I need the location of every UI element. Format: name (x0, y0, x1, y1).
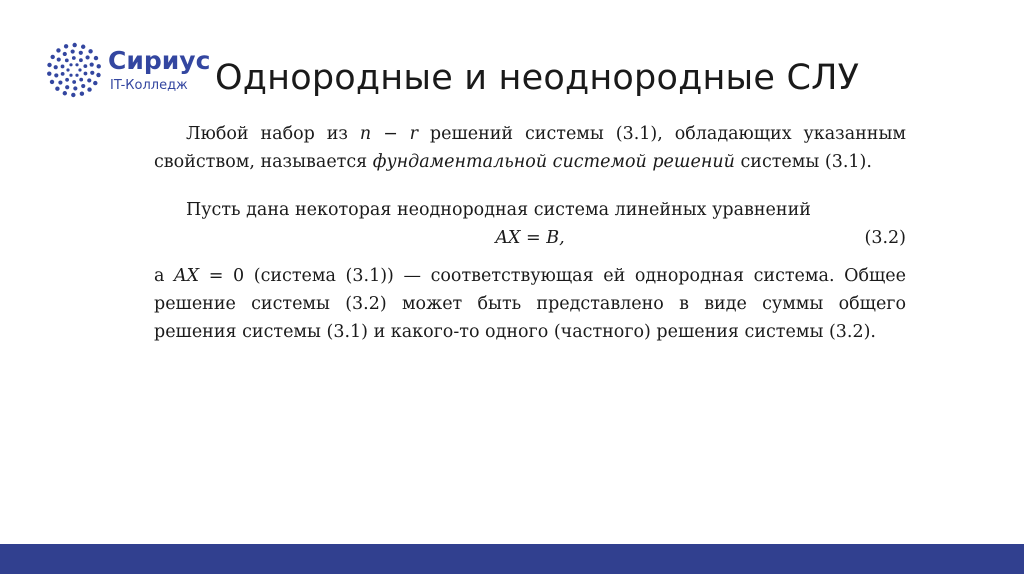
logo-subtitle: IT-Колледж (110, 78, 188, 93)
paragraph-general-solution (154, 262, 906, 346)
equation-number: (3.2) (864, 228, 906, 248)
logo-dot (57, 57, 61, 61)
logo-dot (55, 87, 59, 91)
logo-dot (51, 55, 55, 59)
text-segment: Любой набор из (186, 124, 360, 144)
logo-dot (47, 71, 51, 75)
logo-dot (61, 72, 65, 76)
logo-dot (88, 49, 92, 53)
logo-dot (94, 56, 98, 60)
logo-dot (85, 55, 89, 59)
logo-dot (79, 58, 83, 62)
text-segment: системы (3.1). (734, 152, 872, 172)
logo-dot (61, 65, 65, 69)
logo-dot (65, 78, 69, 82)
logo-dot (79, 51, 83, 55)
logo-dot (71, 93, 75, 97)
equation-ax-b: AX = B, (495, 228, 565, 248)
logo-name: Сириус (108, 46, 211, 75)
logo-dot (75, 63, 78, 66)
sirius-dots-logo-icon (44, 40, 104, 100)
paragraph-fundamental-system (154, 120, 906, 176)
logo-dot (73, 86, 77, 90)
logo-dot (72, 43, 76, 47)
math-expression: n − r (359, 124, 419, 144)
logo-dot (93, 81, 97, 85)
logo-dot (78, 68, 81, 71)
logo-dot (65, 85, 69, 89)
logo-dot (63, 52, 67, 56)
logo-dot (79, 78, 83, 82)
logo-dot (72, 80, 76, 84)
logo-dot (87, 78, 91, 82)
logo-dot (66, 68, 69, 71)
logo-dot (65, 58, 69, 62)
math-expression: AX (174, 266, 200, 286)
logo-dot (90, 71, 94, 75)
paragraph-nonhomogeneous-intro: Пусть дана некоторая неоднородная система линейных уравнений (186, 200, 811, 220)
college-logo (44, 40, 234, 100)
logo-dot (56, 48, 60, 52)
logo-dot (58, 80, 62, 84)
text-segment: решений системы (3.1), обладающих указанным свойством, называется (154, 124, 907, 172)
logo-dot (81, 84, 85, 88)
logo-dot (90, 62, 94, 66)
logo-dot (97, 64, 101, 68)
logo-dot (81, 45, 85, 49)
logo-dot (54, 73, 58, 77)
logo-dot (84, 72, 88, 76)
emphasized-term: фундаментальной системой решений (372, 152, 735, 172)
logo-dot (83, 64, 87, 68)
logo-dot (96, 73, 100, 77)
text-segment: = 0 (система (3.1)) — соответствующая ей однородная система. Общее решение системы (3.2) может быть представлено в виде суммы общего решения системы (3.1) и какого-то одного (частного) решения системы (3.2). (154, 266, 906, 342)
logo-dot (69, 74, 72, 77)
text-segment: а (154, 266, 175, 286)
logo-dot (64, 44, 68, 48)
logo-dot (47, 63, 51, 67)
logo-dot (75, 74, 78, 77)
logo-dot (72, 56, 76, 60)
footer-bar (0, 544, 1024, 574)
logo-dot (50, 80, 54, 84)
page-title: Однородные и неоднородные СЛУ (215, 58, 860, 98)
logo-dot (71, 49, 75, 53)
equation-row (154, 224, 906, 260)
logo-dot (69, 63, 72, 66)
logo-dot (80, 92, 84, 96)
logo-dot (54, 65, 58, 69)
slide-content (154, 120, 906, 346)
logo-dot (63, 91, 67, 95)
logo-dot (87, 87, 91, 91)
